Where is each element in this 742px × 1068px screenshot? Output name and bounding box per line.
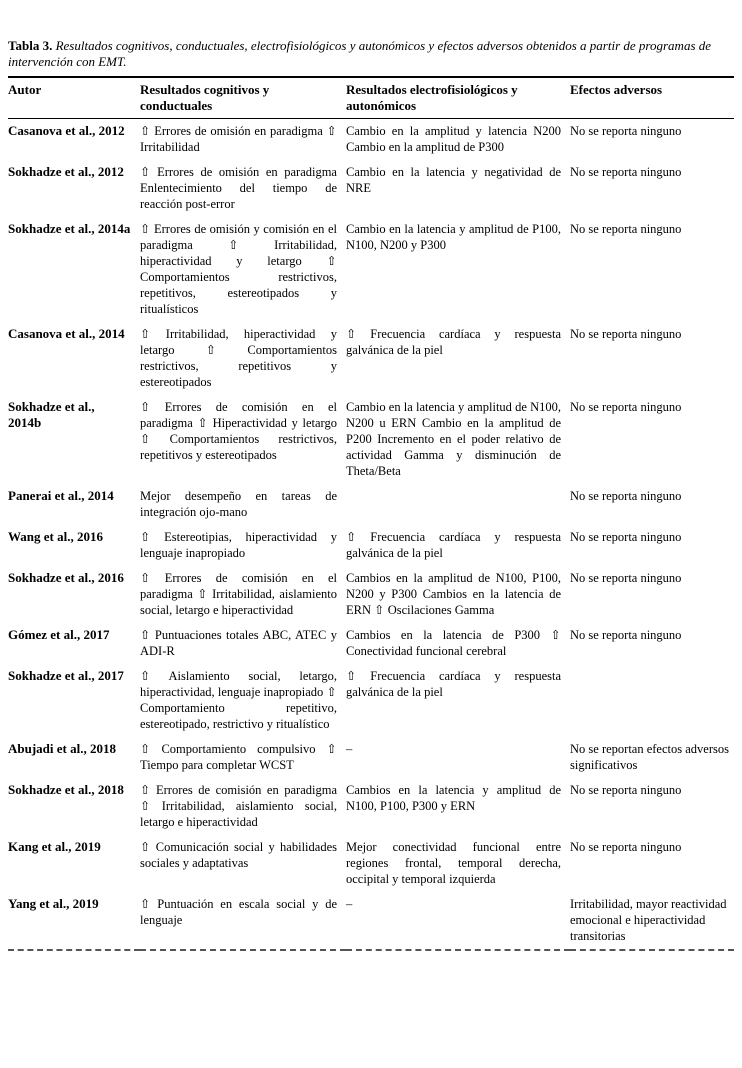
cell-adverse: Irritabilidad, mayor reactividad emocional e hiperactividad transitorias <box>570 897 727 943</box>
cell-author: Sokhadze et al., 2014b <box>8 399 95 430</box>
cell-adverse: No se reporta ninguno <box>570 783 682 797</box>
table-row <box>8 566 734 623</box>
table-row <box>8 664 734 737</box>
table-row <box>8 525 734 566</box>
results-table <box>8 76 734 951</box>
cell-cognitive: ⇧ Errores de comisión en el paradigma ⇧ Hiperactividad y letargo ⇧ Comportamientos restrictivos, repetitivos y estereotipados <box>140 400 337 462</box>
cell-adverse: No se reportan efectos adversos significativos <box>570 742 729 772</box>
cell-author: Yang et al., 2019 <box>8 896 99 911</box>
cell-adverse: No se reporta ninguno <box>570 489 682 503</box>
cell-cognitive: ⇧ Errores de comisión en paradigma ⇧ Irritabilidad, aislamiento social, letargo e hiperactividad <box>140 783 337 829</box>
cell-cognitive: Mejor desempeño en tareas de integración ojo-mano <box>140 489 337 519</box>
table-caption-text: Resultados cognitivos, conductuales, electrofisiológicos y autonómicos y efectos adversos obtenidos a partir de programas de intervención con EMT. <box>8 38 712 69</box>
cell-electro <box>346 484 570 525</box>
cell-cognitive: ⇧ Errores de omisión en paradigma Enlentecimiento del tiempo de reacción post-error <box>140 165 337 211</box>
table-row <box>8 160 734 217</box>
cell-cognitive: ⇧ Estereotipias, hiperactividad y lenguaje inapropiado <box>140 530 337 560</box>
cell-cognitive: ⇧ Comportamiento compulsivo ⇧ Tiempo para completar WCST <box>140 742 337 772</box>
header-efectos-adversos: Efectos adversos <box>570 82 663 97</box>
cell-author: Panerai et al., 2014 <box>8 488 114 503</box>
table-caption <box>8 38 734 70</box>
cell-cognitive: ⇧ Errores de comisión en el paradigma ⇧ Irritabilidad, aislamiento social, letargo e hiperactividad <box>140 571 337 617</box>
table-row <box>8 623 734 664</box>
table-row <box>8 395 734 484</box>
header-resultados-cognitivos: Resultados cognitivos y conductuales <box>140 82 270 113</box>
cell-author: Sokhadze et al., 2012 <box>8 164 124 179</box>
cell-adverse: No se reporta ninguno <box>570 628 682 642</box>
cell-adverse: No se reporta ninguno <box>570 165 682 179</box>
cell-author: Sokhadze et al., 2017 <box>8 668 124 683</box>
table-row <box>8 737 734 778</box>
cell-electro: Mejor conectividad funcional entre regiones frontal, temporal derecha, occipital y temporal izquierda <box>346 840 561 886</box>
cell-author: Sokhadze et al., 2014a <box>8 221 131 236</box>
cell-electro: Cambios en la amplitud de N100, P100, N200 y P300 Cambios en la latencia de ERN ⇧ Oscilaciones Gamma <box>346 571 561 617</box>
cell-electro: ⇧ Frecuencia cardíaca y respuesta galvánica de la piel <box>346 327 561 357</box>
cell-author: Gómez et al., 2017 <box>8 627 110 642</box>
cell-electro: Cambio en la latencia y negatividad de NRE <box>346 165 561 195</box>
table-row <box>8 119 734 161</box>
cell-electro: ⇧ Frecuencia cardíaca y respuesta galvánica de la piel <box>346 530 561 560</box>
cell-adverse: No se reporta ninguno <box>570 530 682 544</box>
cell-adverse <box>570 664 734 737</box>
cell-electro: – <box>346 897 353 911</box>
cell-adverse: No se reporta ninguno <box>570 327 682 341</box>
cell-cognitive: ⇧ Errores de omisión en paradigma ⇧ Irritabilidad <box>140 124 337 154</box>
table-header <box>8 77 734 119</box>
cell-adverse: No se reporta ninguno <box>570 400 682 414</box>
cell-cognitive: ⇧ Errores de omisión y comisión en el paradigma ⇧ Irritabilidad, hiperactividad y letargo ⇧ Comportamientos restrictivos, repetitivos, estereotipados y ritualísticos <box>140 222 337 316</box>
cell-cognitive: ⇧ Aislamiento social, letargo, hiperactividad, lenguaje inapropiado ⇧ Comportamiento repetitivo, estereotipado, restrictivo y ritualístico <box>140 669 337 731</box>
cell-electro: – <box>346 742 353 756</box>
header-resultados-electrofisiologicos: Resultados electrofisiológicos y autonómicos <box>346 82 518 113</box>
cell-author: Kang et al., 2019 <box>8 839 101 854</box>
cell-author: Casanova et al., 2014 <box>8 326 125 341</box>
table-body <box>8 119 734 951</box>
table-row <box>8 217 734 322</box>
cell-author: Casanova et al., 2012 <box>8 123 125 138</box>
table-header-row <box>8 77 734 119</box>
header-autor: Autor <box>8 82 42 97</box>
cell-cognitive: ⇧ Comunicación social y habilidades sociales y adaptativas <box>140 840 337 870</box>
cell-author: Wang et al., 2016 <box>8 529 103 544</box>
table-row <box>8 778 734 835</box>
table-row <box>8 484 734 525</box>
cell-cognitive: ⇧ Puntuaciones totales ABC, ATEC y ADI-R <box>140 628 337 658</box>
cell-electro: Cambios en la latencia de P300 ⇧ Conectividad funcional cerebral <box>346 628 561 658</box>
cell-electro: ⇧ Frecuencia cardíaca y respuesta galvánica de la piel <box>346 669 561 699</box>
table-caption-label: Tabla 3. <box>8 38 53 53</box>
cell-electro: Cambio en la latencia y amplitud de P100, N100, N200 y P300 <box>346 222 561 252</box>
cell-author: Sokhadze et al., 2018 <box>8 782 124 797</box>
table-row <box>8 835 734 892</box>
cell-adverse: No se reporta ninguno <box>570 571 682 585</box>
cell-adverse: No se reporta ninguno <box>570 840 682 854</box>
cell-author: Sokhadze et al., 2016 <box>8 570 124 585</box>
cell-author: Abujadi et al., 2018 <box>8 741 116 756</box>
cell-electro: Cambio en la amplitud y latencia N200 Cambio en la amplitud de P300 <box>346 124 561 154</box>
cell-adverse: No se reporta ninguno <box>570 124 682 138</box>
table-row <box>8 892 734 950</box>
cell-cognitive: ⇧ Irritabilidad, hiperactividad y letargo ⇧ Comportamientos restrictivos, repetitivos y estereotipados <box>140 327 337 389</box>
cell-electro: Cambios en la latencia y amplitud de N100, P100, P300 y ERN <box>346 783 561 813</box>
cell-electro: Cambio en la latencia y amplitud de N100, N200 u ERN Cambio en la amplitud de P200 Incremento en el poder relativo de actividad Gamma y disminución de Theta/Beta <box>346 400 561 478</box>
cell-cognitive: ⇧ Puntuación en escala social y de lenguaje <box>140 897 337 927</box>
cell-adverse: No se reporta ninguno <box>570 222 682 236</box>
table-row <box>8 322 734 395</box>
